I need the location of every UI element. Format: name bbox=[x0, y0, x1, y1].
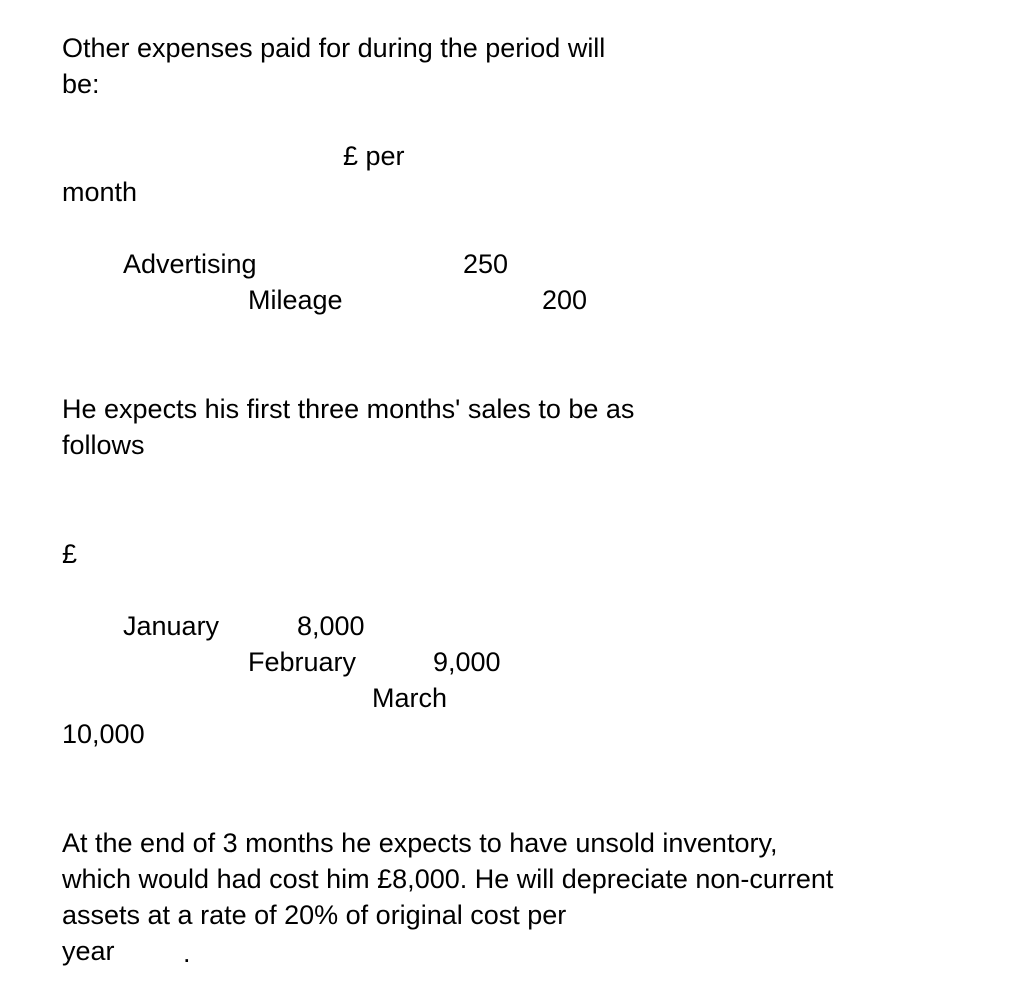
closing-trailing-mark: . bbox=[183, 938, 191, 968]
sales-currency-header: £ bbox=[62, 539, 78, 569]
closing-line-2: which would had cost him £8,000. He will depreciate non-current bbox=[62, 864, 834, 894]
intro-line-1: Other expenses paid for during the period will bbox=[62, 33, 606, 63]
closing-line-4: year bbox=[62, 936, 115, 966]
sales-value-january: 8,000 bbox=[297, 611, 365, 641]
sales-month-january: January bbox=[123, 611, 220, 641]
expense-value-advertising: 250 bbox=[463, 249, 509, 279]
intro-line-2: be: bbox=[62, 69, 100, 99]
closing-line-3: assets at a rate of 20% of original cost per bbox=[62, 900, 567, 930]
expense-label-advertising: Advertising bbox=[123, 249, 257, 279]
expenses-unit-header: £ per bbox=[343, 141, 405, 171]
sales-intro-line-1: He expects his first three months' sales to be as bbox=[62, 394, 635, 424]
closing-line-1: At the end of 3 months he expects to have unsold inventory, bbox=[62, 828, 778, 858]
sales-month-february: February bbox=[248, 647, 357, 677]
expense-value-mileage: 200 bbox=[542, 285, 588, 315]
expenses-period-header: month bbox=[62, 177, 138, 207]
sales-intro-line-2: follows bbox=[62, 430, 145, 460]
expense-label-mileage: Mileage bbox=[248, 285, 343, 315]
sales-value-february: 9,000 bbox=[433, 647, 501, 677]
sales-month-march: March bbox=[372, 683, 448, 713]
sales-value-march: 10,000 bbox=[62, 719, 145, 749]
